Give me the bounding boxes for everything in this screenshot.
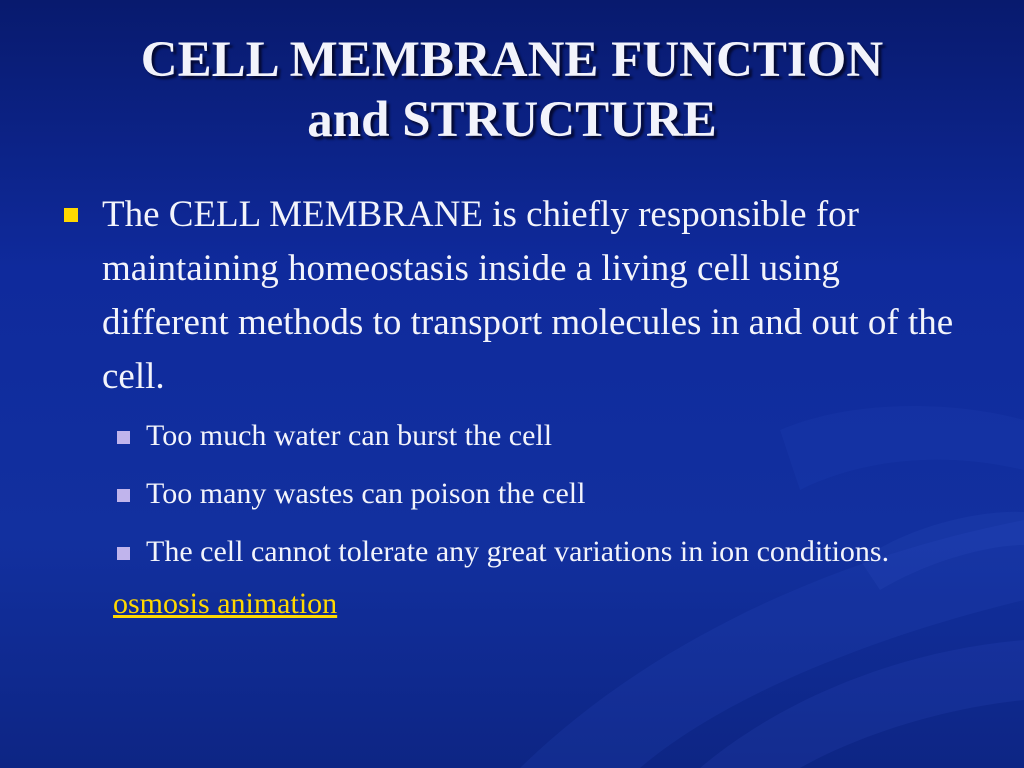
- sub-bullet-text: Too many wastes can poison the cell: [146, 477, 586, 510]
- title-line-1: CELL MEMBRANE FUNCTION: [140, 32, 884, 88]
- sub-bullet: [117, 470, 962, 518]
- sub-bullet: [117, 412, 962, 460]
- square-bullet-icon: [117, 431, 130, 444]
- square-bullet-icon: [117, 547, 130, 560]
- sub-bullet-list: [62, 412, 962, 576]
- title-line-2: and STRUCTURE: [307, 92, 717, 148]
- osmosis-animation-link[interactable]: osmosis animation: [113, 587, 338, 620]
- square-bullet-icon: [64, 208, 78, 222]
- sub-bullet-text: The cell cannot tolerate any great variations in ion conditions.: [146, 535, 890, 568]
- sub-bullet: [117, 528, 962, 576]
- main-bullet: [62, 188, 962, 404]
- main-bullet-text: The CELL MEMBRANE is chiefly responsible for maintaining homeostasis inside a living cell using different methods to transport molecules in and out of the cell.: [102, 194, 954, 397]
- slide-body: [62, 188, 962, 626]
- sub-bullet-text: Too much water can burst the cell: [146, 419, 553, 452]
- square-bullet-icon: [117, 489, 130, 502]
- slide-title: [40, 30, 984, 150]
